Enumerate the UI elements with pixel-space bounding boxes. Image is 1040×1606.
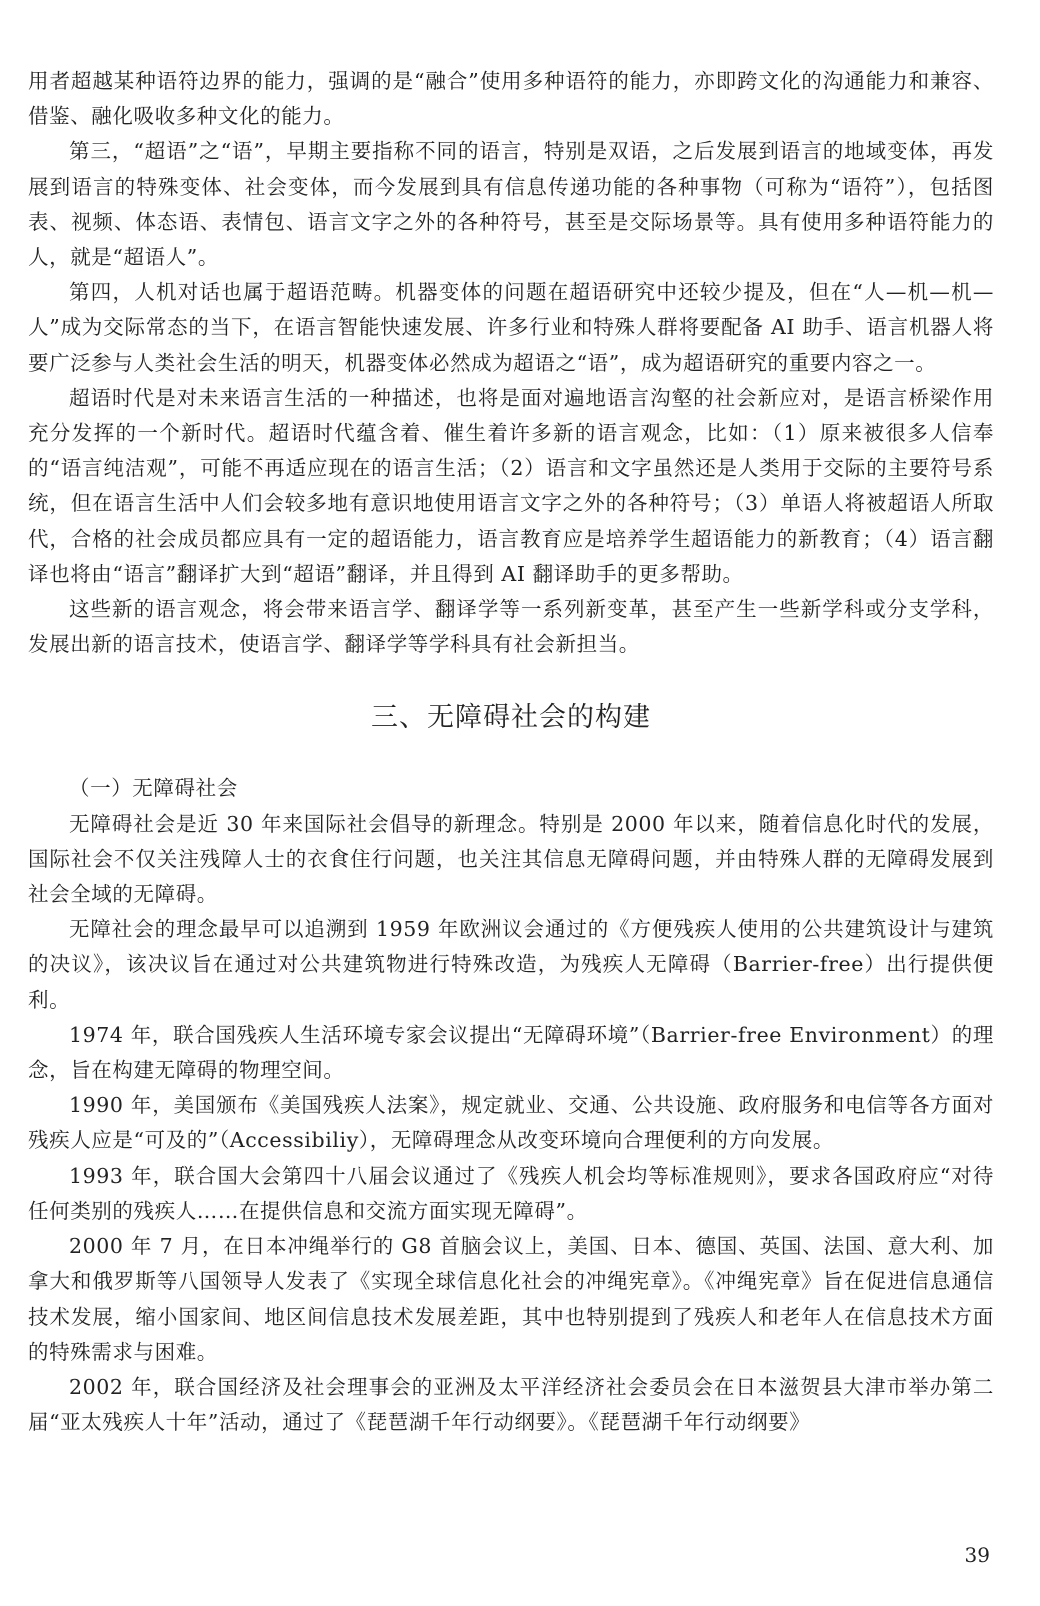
- paragraph-1974: 1974 年，联合国残疾人生活环境专家会议提出“无障碍环境”（Barrier-free Environment）的理念，旨在构建无障碍的物理空间。: [28, 1022, 994, 1083]
- subsection-heading: （一）无障碍社会: [69, 776, 238, 801]
- page-number: 39: [964, 1543, 990, 1567]
- section-title: 三、无障碍社会的构建: [371, 702, 651, 734]
- paragraph-1993: 1993 年，联合国大会第四十八届会议通过了《残疾人机会均等标准规则》，要求各国政府应“对待任何类别的残疾人……在提供信息和交流方面实现无障碍”。: [28, 1163, 994, 1223]
- page-body: [28, 64, 994, 1440]
- paragraph-1959: 无障社会的理念最早可以追溯到 1959 年欧洲议会通过的《方便残疾人使用的公共建筑设计与建筑的决议》，该决议旨在通过对公共建筑物进行特殊改造，为残疾人无障碍（Barrier-free）出行提供便利。: [28, 917, 994, 1012]
- paragraph-continuation: 用者超越某种语符边界的能力，强调的是“融合”使用多种语符的能力，亦即跨文化的沟通能力和兼容、借鉴、融化吸收多种文化的能力。: [28, 69, 994, 129]
- paragraph-fourth-point: 第四，人机对话也属于超语范畴。机器变体的问题在超语研究中还较少提及，但在“人—机—机—人”成为交际常态的当下，在语言智能快速发展、许多行业和特殊人群将要配备 AI 助手、语言机器人将要广泛参与人类社会生活的明天，机器变体必然成为超语之“语”，成为超语研究的重要内容之一。: [28, 280, 994, 375]
- paragraph-barrier-free-society: 无障碍社会是近 30 年来国际社会倡导的新理念。特别是 2000 年以来，随着信息化时代的发展，国际社会不仅关注残障人士的衣食住行问题，也关注其信息无障碍问题，并由特殊人群的无障碍发展到社会全域的无障碍。: [28, 811, 994, 907]
- paragraph-2000: 2000 年 7 月，在日本冲绳举行的 G8 首脑会议上，美国、日本、德国、英国、法国、意大利、加拿大和俄罗斯等八国领导人发表了《实现全球信息化社会的冲绳宪章》。《冲绳宪章》旨在促进信息通信技术发展，缩小国家间、地区间信息技术发展差距，其中也特别提到了残疾人和老年人在信息技术方面的特殊需求与困难。: [28, 1234, 994, 1364]
- paragraph-1990: 1990 年，美国颁布《美国残疾人法案》，规定就业、交通、公共设施、政府服务和电信等各方面对残疾人应是“可及的”（Accessibiliy），无障碍理念从改变环境向合理便利的方向发展。: [28, 1093, 994, 1153]
- paragraph-third-point: 第三，“超语”之“语”，早期主要指称不同的语言，特别是双语，之后发展到语言的地域变体，再发展到语言的特殊变体、社会变体，而今发展到具有信息传递功能的各种事物（可称为“语符”），包括图表、视频、体态语、表情包、语言文字之外的各种符号，甚至是交际场景等。具有使用多种语符能力的人，就是“超语人”。: [28, 139, 994, 270]
- paragraph-translanguaging-era: 超语时代是对未来语言生活的一种描述，也将是面对遍地语言沟壑的社会新应对，是语言桥梁作用充分发挥的一个新时代。超语时代蕴含着、催生着许多新的语言观念，比如：（1）原来被很多人信奉的“语言纯洁观”，可能不再适应现在的语言生活；（2）语言和文字虽然还是人类用于交际的主要符号系统，但在语言生活中人们会较多地有意识地使用语言文字之外的各种符号；（3）单语人将被超语人所取代，合格的社会成员都应具有一定的超语能力，语言教育应是培养学生超语能力的新教育；（4）语言翻译也将由“语言”翻译扩大到“超语”翻译，并且得到 AI 翻译助手的更多帮助。: [28, 385, 994, 586]
- paragraph-2002: 2002 年，联合国经济及社会理事会的亚洲及太平洋经济社会委员会在日本滋贺县大津市举办第二届“亚太残疾人十年”活动，通过了《琵琶湖千年行动纲要》。《琵琶湖千年行动纲要》: [28, 1374, 994, 1435]
- paragraph-new-concepts: 这些新的语言观念，将会带来语言学、翻译学等一系列新变革，甚至产生一些新学科或分支学科，发展出新的语言技术，使语言学、翻译学等学科具有社会新担当。: [28, 597, 994, 657]
